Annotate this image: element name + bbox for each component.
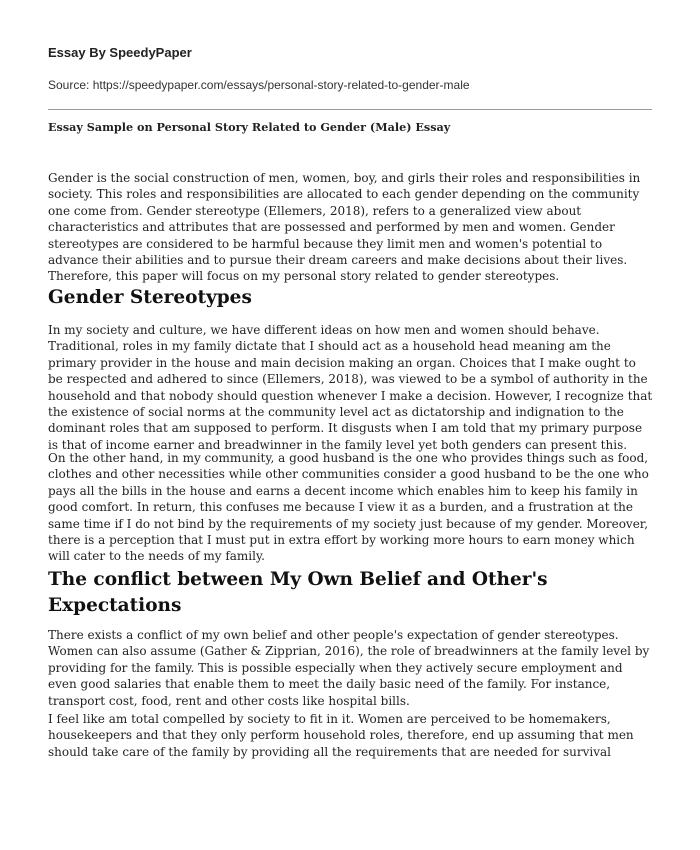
- essay-title: Essay Sample on Personal Story Related to Gender (Male) Essay: [48, 120, 451, 134]
- header-divider: [48, 109, 652, 110]
- paragraph: I feel like am total compelled by society to fit in it. Women are perceived to be homemakers, housekeepers and that they only perform household roles, therefore, end up assuming that men should take care of the family by providing all the requirements that are needed for survival: [48, 712, 634, 759]
- section-heading-gender-stereotypes: Gender Stereotypes: [48, 287, 252, 308]
- paragraph: On the other hand, in my community, a good husband is the one who provides things such as food, clothes and other necessities while other communities consider a good husband to be the one who pays all the bills in the house and earns a decent income which enables him to keep his family in good comfort. In return, this confuses me because I view it as a burden, and a frustration at the same time if I do not bind by the requirements of my society just because of my gender. Moreover, there is a perception that I must put in extra effort by working more hours to earn money which will cater to the needs of my family.: [48, 451, 649, 564]
- intro-paragraph: Gender is the social construction of men, women, boy, and girls their roles and responsibilities in society. This roles and responsibilities are allocated to each gender depending on the community one come from. Gender stereotype (Ellemers, 2018), refers to a generalized view about characteristics and attributes that are possessed and performed by men and women. Gender stereotypes are considered to be harmful because they limit men and women's potential to advance their abilities and to pursue their dream careers and make decisions about their lives. Therefore, this paper will focus on my personal story related to gender stereotypes.: [48, 171, 641, 284]
- brand-label: Essay By SpeedyPaper: [48, 45, 192, 60]
- source-url: Source: https://speedypaper.com/essays/personal-story-related-to-gender-male: [48, 78, 470, 92]
- paragraph: There exists a conflict of my own belief and other people's expectation of gender stereotypes. Women can also assume (Gather & Zipprian, 2016), the role of breadwinners at the family level by providing for the family. This is possible especially when they actively secure employment and even good salaries that enable them to meet the daily basic need of the family. For instance, transport cost, food, rent and other costs like hospital bills.: [48, 628, 650, 708]
- section-heading-conflict: The conflict between My Own Belief and Other's Expectations: [48, 569, 548, 616]
- paragraph: In my society and culture, we have different ideas on how men and women should behave. Traditional, roles in my family dictate that I should act as a household head meaning am the primary provider in the house and main decision making an organ. Choices that I make ought to be respected and adhered to since (Ellemers, 2018), was viewed to be a symbol of authority in the household and that nobody should question whenever I make a decision. However, I recognize that the existence of social norms at the community level act as dictatorship and indignation to the dominant roles that am supposed to perform. It disgusts when I am told that my primary purpose is that of income earner and breadwinner in the family level yet both genders can present this.: [48, 323, 653, 452]
